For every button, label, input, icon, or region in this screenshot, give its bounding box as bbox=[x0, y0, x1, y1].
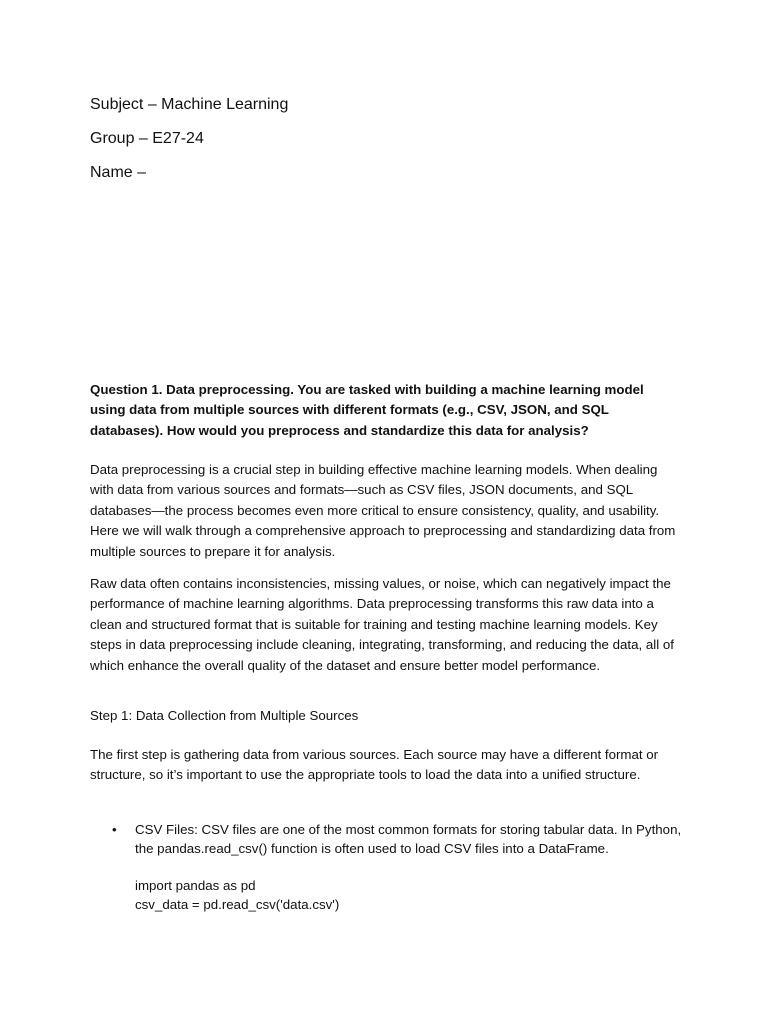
group-line: Group – E27-24 bbox=[90, 130, 204, 147]
code-snippet bbox=[135, 876, 683, 914]
question-heading: Question 1. Data preprocessing. You are tasked with building a machine learning model using data from multiple sources with different formats (e.g., CSV, JSON, and SQL databases). How would you preprocess and standardize this data for analysis? bbox=[90, 382, 644, 438]
bullet-csv-text: CSV Files: CSV files are one of the most common formats for storing tabular data. In Python, the pandas.read_csv() function is often used to load CSV files into a DataFrame. bbox=[135, 822, 682, 856]
subject-line: Subject – Machine Learning bbox=[90, 96, 289, 113]
code-line: csv_data = pd.read_csv('data.csv') bbox=[135, 897, 340, 912]
bullet-marker: • bbox=[112, 822, 117, 837]
name-line: Name – bbox=[90, 164, 147, 181]
step1-paragraph: The first step is gathering data from various sources. Each source may have a different format or structure, so it’s important to use the appropriate tools to load the data into a unified structure. bbox=[90, 747, 659, 783]
raw-data-paragraph: Raw data often contains inconsistencies, missing values, or noise, which can negatively impact the performance of machine learning algorithms. Data preprocessing transforms this raw data into a clean and structured format that is suitable for training and testing machine learning models. Key steps in data preprocessing include cleaning, integrating, transforming, and reducing the data, all of which enhance the overall quality of the dataset and ensure better model performance. bbox=[90, 576, 674, 673]
intro-paragraph: Data preprocessing is a crucial step in building effective machine learning models. When dealing with data from various sources and formats—such as CSV files, JSON documents, and SQL databases—the process becomes even more critical to ensure consistency, quality, and usability. Here we will walk through a comprehensive approach to preprocessing and standardizing data from multiple sources to prepare it for analysis. bbox=[90, 462, 676, 559]
step1-heading: Step 1: Data Collection from Multiple Sources bbox=[90, 708, 359, 723]
code-line: import pandas as pd bbox=[135, 878, 256, 893]
